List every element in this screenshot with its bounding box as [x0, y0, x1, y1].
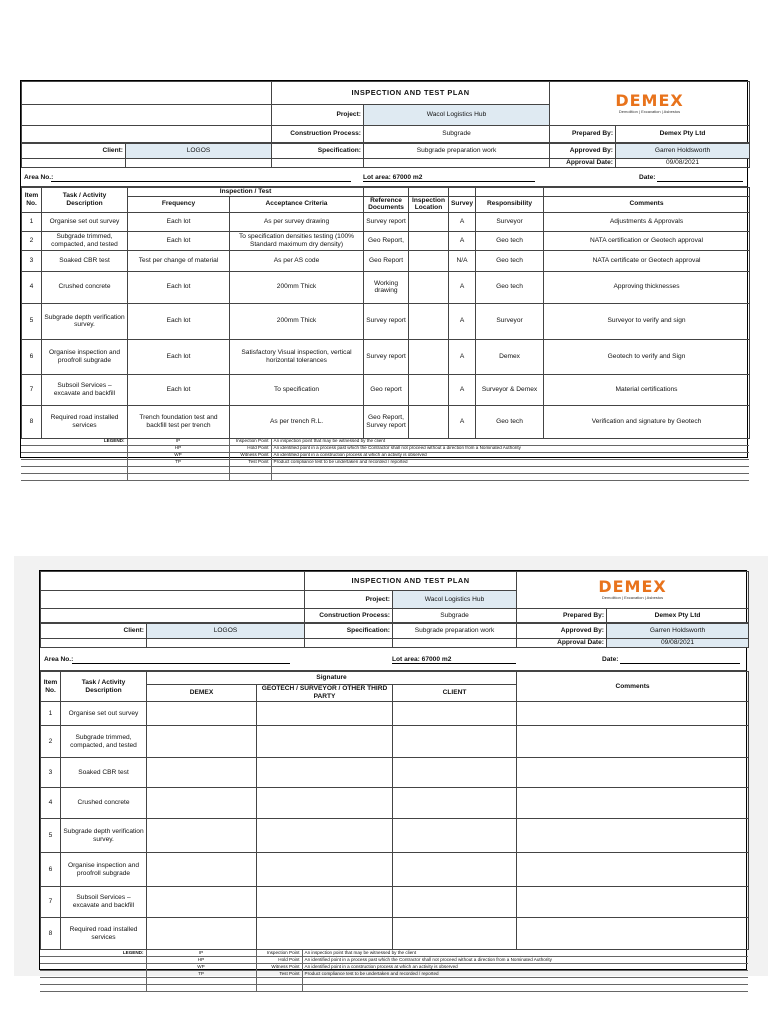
table-row — [41, 788, 749, 819]
sheet1-rows — [22, 212, 750, 438]
demex-signature-cell[interactable] — [147, 887, 257, 918]
legend-blank-cell — [21, 466, 127, 473]
legend-blank-cell — [229, 466, 271, 473]
row-refdoc: Survey report — [364, 303, 409, 339]
project-label: Project: — [272, 105, 364, 126]
legend-row — [21, 445, 749, 452]
demex-signature-cell[interactable] — [147, 819, 257, 853]
legend-label: LEGEND: — [40, 950, 146, 957]
row-comments: Adjustments & Approvals — [544, 212, 750, 231]
legend-row — [40, 964, 748, 971]
row-item: 7 — [41, 887, 61, 918]
demex-signature-cell[interactable] — [147, 853, 257, 887]
date-field[interactable] — [657, 181, 743, 182]
legend-code: WP — [146, 964, 256, 971]
row-criteria: Satisfactory Visual inspection, vertical horizontal tolerances — [230, 339, 364, 374]
plan-title-2: INSPECTION AND TEST PLAN — [305, 572, 517, 591]
legend-code: TP — [127, 459, 229, 466]
row-item: 3 — [41, 758, 61, 788]
legend-blank-cell — [256, 985, 302, 992]
legend-code: IP — [146, 950, 256, 957]
col-location: Inspection Location — [409, 196, 449, 212]
approval-date-value-2: 09/08/2021 — [607, 639, 749, 648]
row-task: Subsoil Services – excavate and backfill — [61, 887, 147, 918]
legend-code: HP — [146, 957, 256, 964]
row-task: Subsoil Services – excavate and backfill — [42, 374, 128, 405]
legend-label — [40, 971, 146, 978]
process-label-2: Construction Process: — [305, 608, 393, 622]
row-item: 6 — [41, 853, 61, 887]
col2-third-party: GEOTECH / SURVEYOR / OTHER THIRD PARTY — [257, 685, 393, 702]
client-label-2: Client: — [41, 624, 147, 639]
table-row — [41, 887, 749, 918]
sheet2-rows — [41, 702, 749, 950]
row-frequency: Each lot — [128, 339, 230, 374]
legend-code: WP — [127, 452, 229, 459]
area-label-2: Area No.: — [44, 656, 74, 663]
row-task: Subgrade depth verification survey. — [61, 819, 147, 853]
legend-blank-row — [40, 978, 748, 985]
col2-task: Task / Activity Description — [61, 672, 147, 702]
row-item: 6 — [22, 339, 42, 374]
row-location — [409, 339, 449, 374]
legend-name: Inspection Point — [229, 439, 271, 446]
row-location — [409, 231, 449, 250]
sheet2-client-table — [40, 623, 749, 648]
row-responsibility: Surveyor — [476, 303, 544, 339]
table-row — [41, 853, 749, 887]
third-party-signature-cell[interactable] — [257, 726, 393, 758]
row-frequency: Test per change of material — [128, 250, 230, 271]
spec-label-2: Specification: — [305, 624, 393, 639]
row-item: 8 — [41, 918, 61, 950]
legend-description: An identified point in a process past which the Contractor shall not proceed without a direction from a Nominated Authority — [302, 957, 748, 964]
row-refdoc: Geo Report, — [364, 231, 409, 250]
row-comments: NATA certificate or Geotech approval — [544, 250, 750, 271]
lot-area: Lot area: 67000 m2 — [363, 174, 423, 181]
legend-blank-cell — [229, 473, 271, 480]
sheet1-legend — [21, 439, 749, 481]
date-field-2[interactable] — [620, 663, 740, 664]
legend-name: Test Point — [229, 459, 271, 466]
legend-blank-cell — [271, 466, 749, 473]
col2-client: CLIENT — [393, 685, 517, 702]
third-party-signature-cell[interactable] — [257, 918, 393, 950]
row-responsibility: Geo tech — [476, 231, 544, 250]
sheet2-header-table — [40, 571, 749, 623]
plan-title: INSPECTION AND TEST PLAN — [272, 82, 550, 105]
table-row — [22, 231, 750, 250]
table-row — [41, 819, 749, 853]
approval-date-value: 09/08/2021 — [616, 159, 750, 168]
project-value-2: Wacol Logistics Hub — [393, 591, 517, 608]
comments-cell[interactable] — [517, 758, 749, 788]
third-party-signature-cell[interactable] — [257, 702, 393, 726]
row-frequency: Each lot — [128, 303, 230, 339]
table-row — [22, 212, 750, 231]
row-survey: A — [449, 231, 476, 250]
client-signature-cell[interactable] — [393, 788, 517, 819]
row-item: 3 — [22, 250, 42, 271]
legend-name: Hold Point — [256, 957, 302, 964]
row-survey: A — [449, 374, 476, 405]
col-frequency: Frequency — [128, 196, 230, 212]
client-value: LOGOS — [126, 144, 272, 159]
row-item: 8 — [22, 405, 42, 438]
logo-tagline: Demolition | Excavation | Asbestos — [618, 108, 681, 114]
logo-tagline-2: Demolition | Excavation | Asbestos — [601, 595, 664, 601]
legend-blank-cell — [146, 985, 256, 992]
table-row — [22, 405, 750, 438]
row-location — [409, 250, 449, 271]
project-label-2: Project: — [305, 591, 393, 608]
col-refdocs: Reference Documents — [364, 196, 409, 212]
col2-signature: Signature — [147, 672, 517, 685]
third-party-signature-cell[interactable] — [257, 853, 393, 887]
prepared-value-2: Demex Pty Ltd — [607, 608, 749, 622]
row-criteria: To specification densities testing (100% Standard maximum dry density) — [230, 231, 364, 250]
legend-description: An identified point in a construction process at which an activity is observed — [271, 452, 749, 459]
row-item: 4 — [22, 271, 42, 303]
row-criteria: 200mm Thick — [230, 271, 364, 303]
comments-cell[interactable] — [517, 887, 749, 918]
row-responsibility: Surveyor & Demex — [476, 374, 544, 405]
legend-blank-cell — [146, 978, 256, 985]
date-label-2: Date: — [602, 656, 619, 663]
comments-cell[interactable] — [517, 702, 749, 726]
prepared-label: Prepared By: — [550, 125, 616, 142]
legend-blank-row — [21, 466, 749, 473]
row-task: Subgrade trimmed, compacted, and tested — [61, 726, 147, 758]
row-criteria: 200mm Thick — [230, 303, 364, 339]
row-frequency: Each lot — [128, 271, 230, 303]
row-task: Organise inspection and proofroll subgrade — [61, 853, 147, 887]
logo-wordmark-2: DEMEX — [598, 577, 667, 597]
row-frequency: Each lot — [128, 231, 230, 250]
legend-blank-cell — [127, 466, 229, 473]
legend-description: Product compliance test to be undertaken and recorded / reported — [302, 971, 748, 978]
col-task: Task / Activity Description — [42, 188, 128, 213]
legend-description: An identified point in a process past which the Contractor shall not proceed without a direction from a Nominated Authority — [271, 445, 749, 452]
sheet2-signature-table — [40, 671, 749, 950]
table-row — [22, 339, 750, 374]
comments-cell[interactable] — [517, 788, 749, 819]
row-responsibility: Demex — [476, 339, 544, 374]
area-field-2[interactable] — [72, 663, 290, 664]
col2-demex: DEMEX — [147, 685, 257, 702]
process-label: Construction Process: — [272, 125, 364, 142]
client-signature-cell[interactable] — [393, 758, 517, 788]
legend-blank-cell — [256, 978, 302, 985]
legend-name: Hold Point — [229, 445, 271, 452]
area-field[interactable] — [51, 181, 351, 182]
third-party-signature-cell[interactable] — [257, 758, 393, 788]
legend-label: LEGEND: — [21, 439, 127, 446]
date-label: Date: — [639, 174, 656, 181]
demex-signature-cell[interactable] — [147, 788, 257, 819]
legend-blank-row — [40, 985, 748, 992]
client-signature-cell[interactable] — [393, 853, 517, 887]
row-refdoc: Survey report — [364, 212, 409, 231]
row-task: Organise inspection and proofroll subgrade — [42, 339, 128, 374]
legend-description: An inspection point that may be witnessed by the client — [271, 439, 749, 446]
approval-date-label-2: Approval Date: — [517, 639, 607, 648]
legend-label — [21, 445, 127, 452]
lot-underline — [363, 181, 535, 182]
area-row-2 — [40, 648, 746, 671]
row-survey: A — [449, 303, 476, 339]
process-value-2: Subgrade — [393, 608, 517, 622]
col2-item: Item No. — [41, 672, 61, 702]
legend-code: IP — [127, 439, 229, 446]
client-signature-cell[interactable] — [393, 702, 517, 726]
row-comments: Material certifications — [544, 374, 750, 405]
row-item: 7 — [22, 374, 42, 405]
prepared-label-2: Prepared By: — [517, 608, 607, 622]
third-party-signature-cell[interactable] — [257, 887, 393, 918]
client-value-2: LOGOS — [147, 624, 305, 639]
approval-date-label: Approval Date: — [550, 159, 616, 168]
row-task: Required road installed services — [42, 405, 128, 438]
table-row — [22, 303, 750, 339]
row-task: Organise set out survey — [42, 212, 128, 231]
row-refdoc: Geo Report — [364, 250, 409, 271]
table-row — [22, 250, 750, 271]
comments-cell[interactable] — [517, 918, 749, 950]
legend-blank-cell — [127, 473, 229, 480]
logo-wordmark: DEMEX — [615, 90, 684, 110]
row-responsibility: Geo tech — [476, 405, 544, 438]
process-value: Subgrade — [364, 125, 550, 142]
itp-sheet-1 — [20, 80, 748, 465]
table-row — [41, 702, 749, 726]
row-location — [409, 405, 449, 438]
demex-signature-cell[interactable] — [147, 702, 257, 726]
row-item: 2 — [41, 726, 61, 758]
row-criteria: As per AS code — [230, 250, 364, 271]
col-item: Item No. — [22, 188, 42, 213]
row-refdoc: Working drawing — [364, 271, 409, 303]
row-frequency: Each lot — [128, 374, 230, 405]
row-survey: N/A — [449, 250, 476, 271]
client-signature-cell[interactable] — [393, 819, 517, 853]
area-label: Area No.: — [24, 174, 54, 181]
lot-area-2: Lot area: 67000 m2 — [392, 656, 452, 663]
row-task: Crushed concrete — [42, 271, 128, 303]
legend-row — [40, 971, 748, 978]
legend-row — [21, 459, 749, 466]
third-party-signature-cell[interactable] — [257, 788, 393, 819]
legend-name: Witness Point — [256, 964, 302, 971]
sheet1-header-table — [21, 81, 750, 143]
demex-logo-2 — [517, 572, 749, 609]
legend-name: Test Point — [256, 971, 302, 978]
row-survey: A — [449, 405, 476, 438]
client-label: Client: — [22, 144, 126, 159]
area-row — [21, 168, 747, 187]
legend-code: TP — [146, 971, 256, 978]
approved-label: Approved By: — [550, 144, 616, 159]
lot-underline-2 — [392, 663, 516, 664]
row-refdoc: Geo report — [364, 374, 409, 405]
row-location — [409, 303, 449, 339]
col-group-inspection: Inspection / Test — [128, 188, 364, 197]
col-criteria: Acceptance Criteria — [230, 196, 364, 212]
legend-row — [40, 957, 748, 964]
row-task: Organise set out survey — [61, 702, 147, 726]
sheet2-legend — [40, 950, 748, 992]
row-responsibility: Surveyor — [476, 212, 544, 231]
legend-description: An inspection point that may be witnessed by the client — [302, 950, 748, 957]
legend-name: Witness Point — [229, 452, 271, 459]
sheet1-client-table — [21, 143, 750, 168]
row-item: 4 — [41, 788, 61, 819]
table-row — [41, 918, 749, 950]
legend-row — [21, 452, 749, 459]
row-survey: A — [449, 271, 476, 303]
row-refdoc: Survey report — [364, 339, 409, 374]
row-comments: Surveyor to verify and sign — [544, 303, 750, 339]
row-survey: A — [449, 339, 476, 374]
row-criteria: As per survey drawing — [230, 212, 364, 231]
col-responsibility: Responsibility — [476, 196, 544, 212]
row-frequency: Each lot — [128, 212, 230, 231]
row-comments: Verification and signature by Geotech — [544, 405, 750, 438]
client-signature-cell[interactable] — [393, 887, 517, 918]
demex-signature-cell[interactable] — [147, 726, 257, 758]
demex-signature-cell[interactable] — [147, 918, 257, 950]
legend-label — [40, 957, 146, 964]
row-location — [409, 374, 449, 405]
row-comments: Geotech to verify and Sign — [544, 339, 750, 374]
spec-label: Specification: — [272, 144, 364, 159]
legend-name: Inspection Point — [256, 950, 302, 957]
demex-logo — [550, 82, 750, 126]
legend-blank-cell — [302, 978, 748, 985]
legend-label — [21, 452, 127, 459]
row-criteria: To specification — [230, 374, 364, 405]
row-task: Subgrade depth verification survey. — [42, 303, 128, 339]
row-task: Subgrade trimmed, compacted, and tested — [42, 231, 128, 250]
spec-value: Subgrade preparation work — [364, 144, 550, 159]
legend-blank-cell — [21, 473, 127, 480]
legend-blank-row — [21, 473, 749, 480]
blank-cell — [22, 82, 272, 105]
row-item: 2 — [22, 231, 42, 250]
row-item: 1 — [41, 702, 61, 726]
client-signature-cell[interactable] — [393, 726, 517, 758]
legend-code: HP — [127, 445, 229, 452]
col-survey: Survey — [449, 196, 476, 212]
row-item: 5 — [22, 303, 42, 339]
row-comments: Approving thicknesses — [544, 271, 750, 303]
legend-blank-cell — [40, 985, 146, 992]
legend-blank-cell — [302, 985, 748, 992]
legend-blank-cell — [271, 473, 749, 480]
approved-value-2: Garren Holdsworth — [607, 624, 749, 639]
approved-value: Garren Holdsworth — [616, 144, 750, 159]
legend-description: Product compliance test to be undertaken and recorded / reported — [271, 459, 749, 466]
table-row — [22, 271, 750, 303]
row-survey: A — [449, 212, 476, 231]
row-location — [409, 271, 449, 303]
table-row — [41, 758, 749, 788]
comments-cell[interactable] — [517, 853, 749, 887]
row-task: Crushed concrete — [61, 788, 147, 819]
third-party-signature-cell[interactable] — [257, 819, 393, 853]
row-task: Required road installed services — [61, 918, 147, 950]
legend-description: An identified point in a construction process at which an activity is observed — [302, 964, 748, 971]
comments-cell[interactable] — [517, 726, 749, 758]
itp-sheet-2 — [39, 570, 747, 976]
row-item: 1 — [22, 212, 42, 231]
demex-signature-cell[interactable] — [147, 758, 257, 788]
legend-blank-cell — [40, 978, 146, 985]
row-task: Soaked CBR test — [61, 758, 147, 788]
row-refdoc: Geo Report, Survey report — [364, 405, 409, 438]
table-row — [41, 726, 749, 758]
spec-value-2: Subgrade preparation work — [393, 624, 517, 639]
project-value: Wacol Logistics Hub — [364, 105, 550, 126]
col-comments: Comments — [544, 196, 750, 212]
row-criteria: As per trench R.L. — [230, 405, 364, 438]
legend-label — [40, 964, 146, 971]
sheet1-itp-table — [21, 187, 750, 439]
prepared-value: Demex Pty Ltd — [616, 125, 750, 142]
row-location — [409, 212, 449, 231]
table-row — [22, 374, 750, 405]
row-task: Soaked CBR test — [42, 250, 128, 271]
comments-cell[interactable] — [517, 819, 749, 853]
row-comments: NATA certification or Geotech approval — [544, 231, 750, 250]
row-responsibility: Geo tech — [476, 250, 544, 271]
approved-label-2: Approved By: — [517, 624, 607, 639]
client-signature-cell[interactable] — [393, 918, 517, 950]
col2-comments: Comments — [517, 672, 749, 702]
legend-label — [21, 459, 127, 466]
row-responsibility: Geo tech — [476, 271, 544, 303]
row-item: 5 — [41, 819, 61, 853]
row-frequency: Trench foundation test and backfill test per trench — [128, 405, 230, 438]
